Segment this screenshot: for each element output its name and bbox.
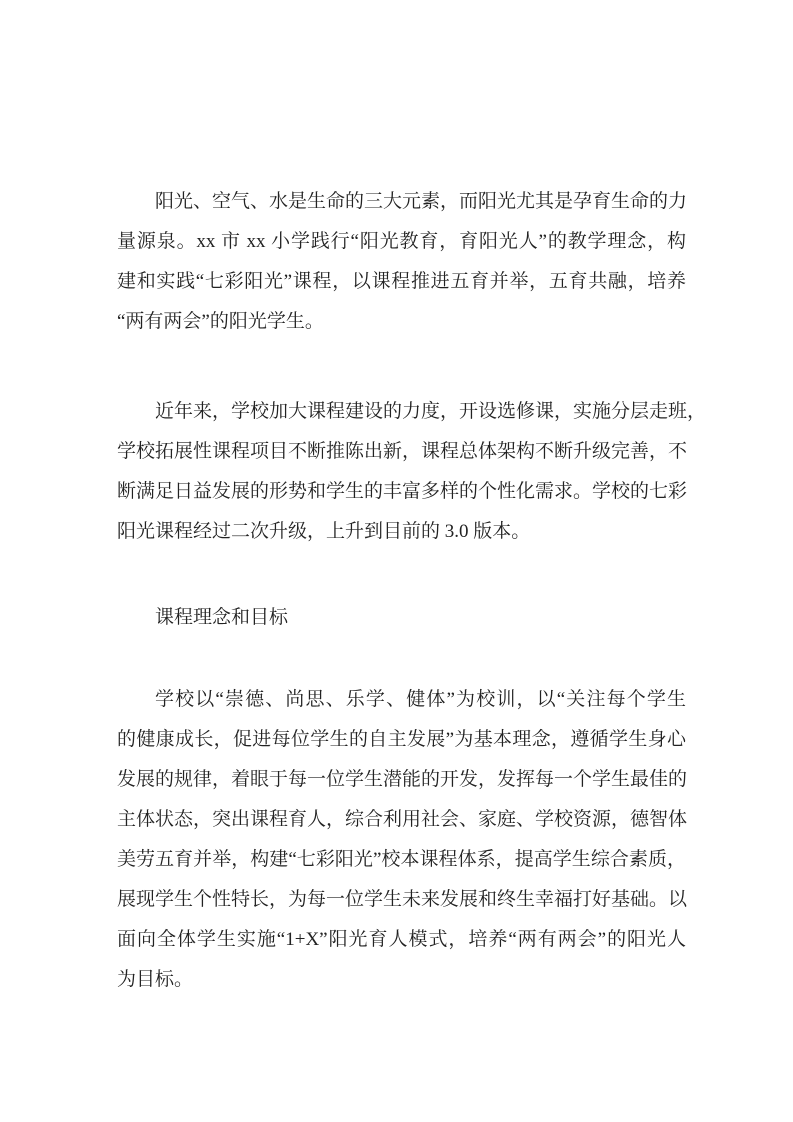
section-heading (117, 598, 686, 638)
text-line: 发展的规律，着眼于每一位学生潜能的开发，发挥每一个学生最佳的 (117, 769, 688, 790)
text-line: 量源泉。xx 市 xx 小学践行“阳光教育，育阳光人”的教学理念，构 (117, 231, 686, 252)
paragraph-intro (117, 182, 686, 342)
paragraph-philosophy (117, 680, 686, 1000)
text-line: “两有两会”的阳光学生。 (117, 311, 324, 332)
text-line: 主体状态，突出课程育人，综合利用社会、家庭、学校资源，德智体 (117, 809, 688, 830)
text-line: 断满足日益发展的形势和学生的丰富多样的个性化需求。学校的七彩 (117, 481, 688, 502)
text-line: 阳光课程经过二次升级，上升到目前的 3.0 版本。 (117, 521, 531, 542)
text-line: 面向全体学生实施“1+X”阳光育人模式，培养“两有两会”的阳光人 (117, 929, 686, 950)
text-line: 近年来，学校加大课程建设的力度，开设选修课，实施分层走班， (155, 401, 707, 422)
text-line: 学校拓展性课程项目不断推陈出新，课程总体架构不断升级完善，不 (117, 441, 688, 462)
text-line: 学校以“崇德、尚思、乐学、健体”为校训，以“关注每个学生 (155, 689, 686, 710)
text-line: 为目标。 (117, 969, 194, 990)
text-line: 展现学生个性特长，为每一位学生未来发展和终生幸福打好基础。以 (117, 889, 688, 910)
text-line: 的健康成长，促进每位学生的自主发展”为基本理念，遵循学生身心 (117, 729, 686, 750)
heading-text: 课程理念和目标 (155, 607, 289, 628)
text-line: 阳光、空气、水是生命的三大元素，而阳光尤其是孕育生命的力 (155, 191, 688, 212)
text-line: 美劳五育并举，构建“七彩阳光”校本课程体系，提高学生综合素质， (117, 849, 686, 870)
paragraph-recent-years (117, 392, 707, 552)
text-line: 建和实践“七彩阳光”课程，以课程推进五育并举，五育共融，培养 (117, 271, 686, 292)
